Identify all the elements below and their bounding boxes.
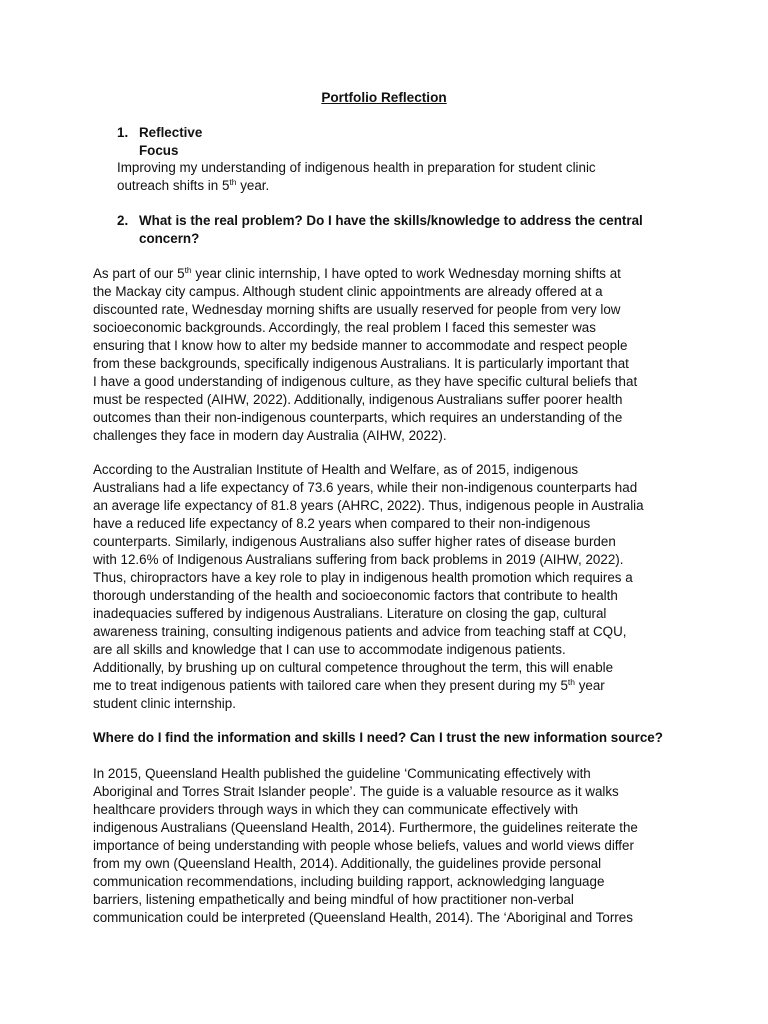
text-line: ensuring that I know how to alter my bedside manner to accommodate and respect people — [93, 338, 628, 353]
heading-line: concern? — [139, 231, 200, 246]
text-line: In 2015, Queensland Health published the guideline ‘Communicating effectively with — [93, 766, 591, 781]
text-line: Thus, chiropractors have a key role to play in indigenous health promotion which requires a — [93, 570, 633, 585]
body-paragraph-1 — [93, 265, 683, 445]
text-line: Improving my understanding of indigenous health in preparation for student clinic — [117, 160, 596, 175]
text-line: me to treat indigenous patients with tailored care when they present during my 5th year — [93, 677, 605, 693]
text-line: indigenous Australians (Queensland Health, 2014). Furthermore, the guidelines reiterate the — [93, 820, 638, 835]
text-line: As part of our 5th year clinic internship, I have opted to work Wednesday morning shifts at — [93, 265, 621, 281]
text-line: outreach shifts in 5th year. — [117, 177, 270, 193]
text-line: are all skills and knowledge that I can use to accommodate indigenous patients. — [93, 642, 566, 657]
text-line: Additionally, by brushing up on cultural competence throughout the term, this will enable — [93, 660, 614, 675]
text-line: discounted rate, Wednesday morning shifts are usually reserved for people from very low — [93, 302, 621, 317]
text-line: counterparts. Similarly, indigenous Australians also suffer higher rates of disease burden — [93, 534, 616, 549]
text-line: healthcare providers through ways in which they can communicate effectively with — [93, 802, 579, 817]
text-line: student clinic internship. — [93, 696, 236, 711]
text-line: barriers, listening empathetically and being mindful of how practitioner non-verbal — [93, 892, 574, 907]
text-line: with 12.6% of Indigenous Australians suffering from back problems in 2019 (AIHW, 2022). — [93, 552, 624, 567]
text-line: communication recommendations, including building rapport, acknowledging language — [93, 874, 605, 889]
text-line: communication could be interpreted (Queensland Health, 2014). The ‘Aboriginal and Torres — [93, 910, 633, 925]
superscript: th — [229, 177, 237, 187]
text-line: must be respected (AIHW, 2022). Additionally, indigenous Australians suffer poorer health — [93, 392, 623, 407]
text-line: from my own (Queensland Health, 2014). Additionally, the guidelines provide personal — [93, 856, 602, 871]
question-heading: Where do I find the information and skills I need? Can I trust the new information source? — [93, 730, 663, 745]
reflective-focus-paragraph — [117, 159, 637, 195]
section-heading-text — [139, 212, 643, 248]
section-number: 1. — [117, 125, 129, 140]
text-line: Australians had a life expectancy of 73.6 years, while their non-indigenous counterparts had — [93, 480, 638, 495]
text-line: importance of being understanding with people whose beliefs, values and world views differ — [93, 838, 634, 853]
superscript: th — [184, 265, 192, 275]
text-line: have a reduced life expectancy of 8.2 years when compared to their non-indigenous — [93, 516, 591, 531]
section-number: 2. — [117, 213, 129, 228]
text-line: from these backgrounds, specifically indigenous Australians. It is particularly important that — [93, 356, 629, 371]
text-line: socioeconomic backgrounds. Accordingly, the real problem I faced this semester was — [93, 320, 596, 335]
text-line: According to the Australian Institute of Health and Welfare, as of 2015, indigenous — [93, 462, 579, 477]
text-line: an average life expectancy of 81.8 years (AHRC, 2022). Thus, indigenous people in Australia — [93, 498, 644, 513]
text-line: inadequacies suffered by indigenous Australians. Literature on closing the gap, cultural — [93, 606, 607, 621]
text-line: thorough understanding of the health and socioeconomic factors that contribute to health — [93, 588, 618, 603]
text-line: I have a good understanding of indigenous culture, as they have specific cultural beliefs that — [93, 374, 638, 389]
text-line: outcomes than their non-indigenous counterparts, which requires an understanding of the — [93, 410, 623, 425]
text-line: the Mackay city campus. Although student clinic appointments are already offered at a — [93, 284, 603, 299]
body-paragraph-3 — [93, 765, 683, 927]
section-heading-text: Reflective Focus — [139, 125, 203, 158]
document-title: Portfolio Reflection — [321, 90, 447, 105]
heading-line: What is the real problem? Do I have the skills/knowledge to address the central — [139, 213, 643, 228]
text-line: awareness training, consulting indigenous patients and advice from teaching staff at CQU, — [93, 624, 627, 639]
text-line: Aboriginal and Torres Strait Islander people’. The guide is a valuable resource as it walks — [93, 784, 619, 799]
text-line: challenges they face in modern day Australia (AIHW, 2022). — [93, 428, 447, 443]
superscript: th — [567, 677, 575, 687]
body-paragraph-2 — [93, 461, 683, 713]
